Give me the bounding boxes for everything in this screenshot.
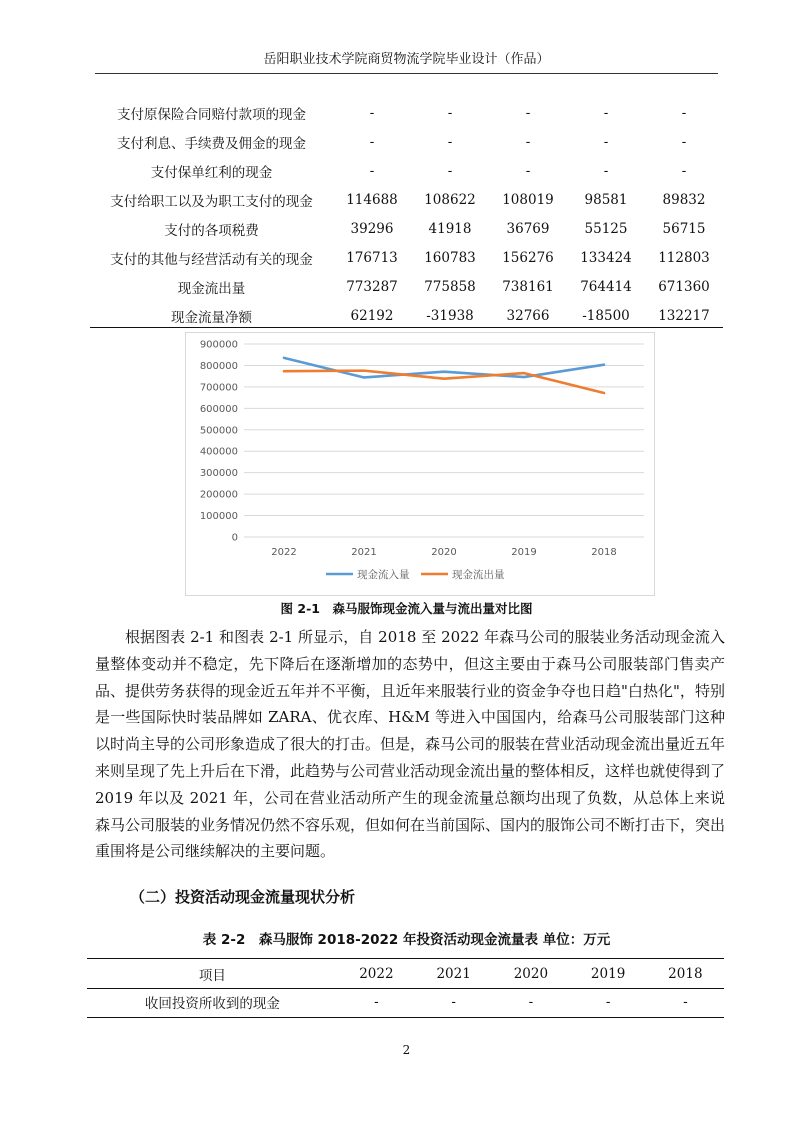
x-tick-label: 2020 (431, 547, 457, 558)
cell-value: 56715 (662, 220, 706, 237)
operating-outflow-table (90, 98, 723, 330)
table-row (90, 127, 723, 156)
column-header: 2019 (590, 966, 626, 982)
row-label: 现金流出量 (177, 280, 246, 297)
legend-label: 现金流出量 (452, 569, 505, 581)
table-bottom-rule (87, 1017, 724, 1018)
row-label: 收回投资所收到的现金 (144, 996, 280, 1012)
cell-value: - (681, 133, 687, 150)
y-tick-label: 500000 (199, 425, 238, 437)
y-tick-label: 0 (231, 532, 238, 544)
cell-value: 39296 (350, 220, 394, 237)
cell-value: - (525, 133, 531, 150)
cell-value: - (603, 104, 609, 121)
legend-label: 现金流入量 (357, 569, 410, 581)
cell-value: - (447, 133, 453, 150)
cell-value: 62192 (350, 307, 394, 324)
table-row (90, 156, 723, 185)
cell-value: - (369, 162, 375, 179)
y-tick-label: 700000 (199, 382, 238, 394)
cell-value: 98581 (584, 191, 628, 208)
cell-value: - (369, 104, 375, 121)
analysis-paragraph: 根据图表 2-1 和图表 2-1 所显示，自 2018 至 2022 年森马公司的服装业务活动现金流入量整体变动并不稳定，先下降后在逐渐增加的态势中，但这主要由于森马公司服装部门售卖产品、提供劳务获得的现金近五年并不平衡，且近年来服装行业的资金争夺也日趋"白热化"，特别是一些国际快时装品牌如 ZARA、优衣库、H&M 等进入中国国内，给森马公司服装部门这种以时尚主导的公司形象造成了很大的打击。但是，森马公司的服装在营业活动现金流出量近五年来则呈现了先上升后在下滑，此趋势与公司营业活动现金流出量的整体相反，这样也就使得到了 2019 年以及 2021 年，公司在营业活动所产生的现金流量总额均出现了负数，从总体上来说森马公司服装的业务情况仍然不容乐观，但如何在当前国际、国内的服饰公司不断打击下，突出重围将是公司继续解决的主要问题。 (95, 628, 726, 861)
page-header: 岳阳职业技术学院商贸物流学院毕业设计（作品） (263, 52, 550, 67)
x-tick-label: 2018 (591, 547, 617, 558)
table-row (87, 988, 724, 1016)
table-caption: 表 2-2 森马服饰 2018-2022 年投资活动现金流量表 单位：万元 (202, 932, 611, 948)
column-header: 2018 (668, 966, 703, 982)
cell-value: - (603, 162, 609, 179)
y-tick-label: 400000 (199, 446, 238, 458)
cell-value: - (447, 104, 453, 121)
y-tick-label: 200000 (199, 489, 238, 501)
cell-value: -18500 (582, 307, 630, 324)
cell-value: 775858 (424, 278, 476, 295)
cell-value: 156276 (502, 249, 554, 266)
cell-value: 89832 (662, 191, 706, 208)
cell-value: 133424 (580, 249, 632, 266)
page-number: 2 (402, 1043, 411, 1057)
cell-value: 160783 (424, 249, 476, 266)
cell-value: 132217 (658, 307, 710, 324)
cell-value: -31938 (426, 307, 474, 324)
column-header: 2021 (436, 966, 471, 982)
table-row (90, 214, 723, 243)
table-row (90, 185, 723, 214)
figure-caption: 图 2-1 森马服饰现金流入量与流出量对比图 (280, 601, 533, 616)
x-tick-label: 2019 (511, 547, 537, 558)
y-tick-label: 600000 (199, 403, 238, 415)
y-tick-label: 900000 (199, 339, 238, 351)
cell-value: 773287 (346, 278, 398, 295)
cell-value: - (681, 104, 687, 121)
x-tick-label: 2021 (351, 547, 377, 558)
row-label: 现金流量净额 (171, 309, 252, 326)
row-label: 支付利息、手续费及佣金的现金 (117, 135, 306, 152)
cell-value: 671360 (658, 278, 710, 295)
cell-value: - (525, 162, 531, 179)
header-row (87, 960, 724, 988)
cell-value: 112803 (658, 249, 710, 266)
cell-value: - (525, 104, 531, 121)
column-header: 2022 (359, 966, 394, 982)
cell-value: 114688 (346, 191, 398, 208)
cell-value: - (374, 994, 379, 1010)
chart-canvas (186, 333, 654, 595)
header-rule (95, 73, 718, 74)
cell-value: - (681, 162, 687, 179)
x-tick-label: 2022 (271, 547, 297, 558)
cashflow-line-chart (185, 332, 655, 596)
series-line-2 (284, 371, 604, 393)
table-row (90, 272, 723, 301)
cell-value: 738161 (502, 278, 554, 295)
row-label: 支付给职工以及为职工支付的现金 (110, 193, 313, 210)
section-heading: （二）投资活动现金流量现状分析 (130, 888, 356, 906)
cell-value: - (451, 994, 456, 1010)
cell-value: 41918 (428, 220, 472, 237)
row-label: 支付原保险合同赔付款项的现金 (117, 106, 306, 123)
table-header-rule (87, 988, 724, 989)
cell-value: 32766 (506, 307, 550, 324)
cell-value: 764414 (580, 278, 632, 295)
cell-value: - (447, 162, 453, 179)
cell-value: - (683, 994, 688, 1010)
cell-value: - (605, 994, 611, 1010)
column-header: 项目 (198, 968, 226, 984)
cell-value: - (528, 994, 534, 1010)
y-tick-label: 100000 (199, 511, 238, 523)
table-row (90, 301, 723, 330)
cell-value: 55125 (584, 220, 628, 237)
row-label: 支付保单红利的现金 (150, 164, 273, 181)
table-row (90, 98, 723, 127)
column-header: 2020 (513, 966, 549, 982)
cell-value: - (369, 133, 375, 150)
y-tick-label: 300000 (199, 468, 238, 480)
series-line-1 (284, 358, 604, 378)
cell-value: 176713 (346, 249, 398, 266)
row-label: 支付的其他与经营活动有关的现金 (110, 251, 313, 268)
cell-value: - (603, 133, 609, 150)
cell-value: 36769 (506, 220, 550, 237)
y-tick-label: 800000 (199, 360, 238, 372)
cell-value: 108622 (424, 191, 476, 208)
cell-value: 108019 (502, 191, 554, 208)
table-bottom-rule (90, 327, 723, 328)
table-row (90, 243, 723, 272)
row-label: 支付的各项税费 (164, 222, 259, 239)
